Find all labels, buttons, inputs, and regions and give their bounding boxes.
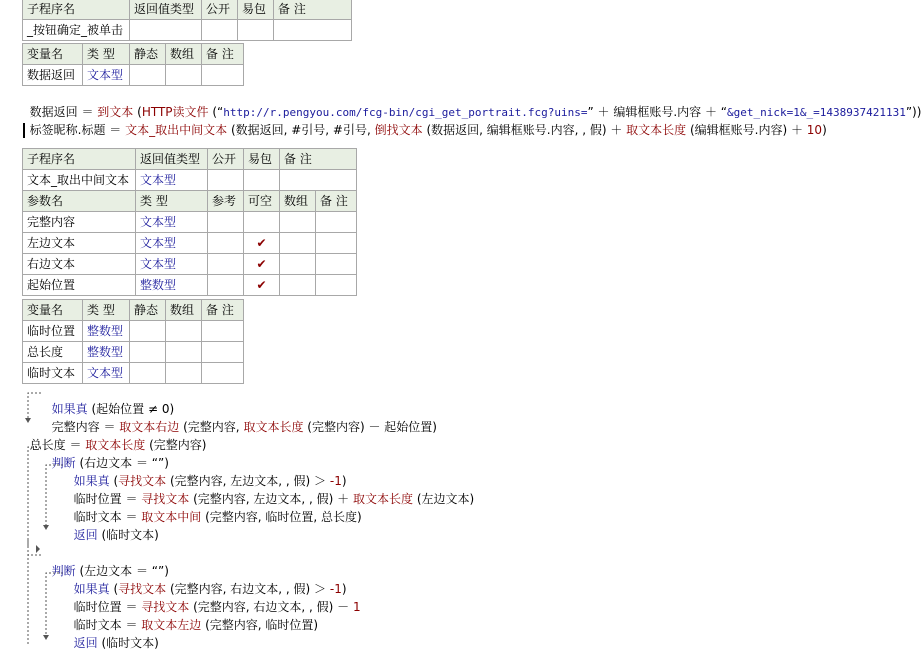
punct: ) (341, 582, 347, 596)
keyword-return: 返回 (73, 528, 98, 542)
param-ref-cell[interactable] (208, 233, 244, 254)
param-remark-cell[interactable] (316, 275, 357, 296)
expression: (起始位置 ≠ 0) (87, 402, 175, 416)
expression: (完整内容, 左边文本, , 假) ＞ (166, 474, 330, 488)
expression: (完整内容) － 起始位置) (303, 420, 437, 434)
function-call: 寻找文本 (141, 492, 190, 506)
function-call: 文本_取出中间文本 (125, 123, 228, 137)
var-table-2 (22, 299, 244, 384)
function-call: 倒找文本 (374, 123, 423, 137)
var-remark-cell[interactable] (202, 65, 244, 86)
punct: ) (822, 123, 827, 137)
col-remark: 备 注 (202, 44, 244, 65)
keyword-if: 如果真 (73, 582, 110, 596)
col-type: 类 型 (83, 300, 130, 321)
expression: ” ＋ 编辑框账号.内容 ＋ “ (587, 105, 728, 119)
var-name-cell[interactable]: 临时位置 (23, 321, 83, 342)
function-call: 寻找文本 (141, 600, 190, 614)
expression: (完整内容, 右边文本, , 假) － (189, 600, 353, 614)
remark-cell[interactable] (280, 170, 357, 191)
public-cell[interactable] (202, 20, 238, 41)
param-ref-cell[interactable] (208, 212, 244, 233)
param-array-cell[interactable] (280, 275, 316, 296)
col-array: 数组 (280, 191, 316, 212)
col-reference: 参考 (208, 191, 244, 212)
punct: ( (109, 474, 119, 488)
number-literal: -1 (329, 582, 342, 596)
param-nullable-cell[interactable] (244, 212, 280, 233)
var-static-cell[interactable] (130, 342, 166, 363)
col-array: 数组 (166, 300, 202, 321)
number-literal: 10 (806, 123, 823, 137)
var-name-cell[interactable]: 临时文本 (23, 363, 83, 384)
operator: ＝ (77, 105, 98, 119)
param-remark-cell[interactable] (316, 212, 357, 233)
col-static: 静态 (130, 300, 166, 321)
var-ref: 数据返回 (29, 105, 78, 119)
col-public: 公开 (208, 149, 244, 170)
var-type-cell[interactable]: 整数型 (83, 321, 130, 342)
col-static: 静态 (130, 44, 166, 65)
keyword-return: 返回 (73, 636, 98, 650)
code-line[interactable] (22, 105, 827, 139)
sub-name-cell[interactable]: _按钮确定_被单击 (23, 20, 130, 41)
operator: ＝ (105, 123, 126, 137)
remark-cell[interactable] (274, 20, 352, 41)
col-param-name: 参数名 (23, 191, 136, 212)
col-sub-name: 子程序名 (23, 149, 136, 170)
checkmark-icon[interactable]: ✔ (244, 254, 280, 275)
checkmark-icon[interactable]: ✔ (244, 275, 280, 296)
param-type-cell[interactable]: 文本型 (136, 254, 208, 275)
expression: 总长度 ＝ (29, 438, 86, 452)
sub-table-1 (22, 0, 352, 41)
var-name-cell[interactable]: 数据返回 (23, 65, 83, 86)
function-call: HTTP读文件 (141, 105, 209, 119)
expression: (完整内容, 临时位置, 总长度) (201, 510, 362, 524)
col-type: 类 型 (83, 44, 130, 65)
number-literal: 1 (353, 600, 361, 614)
var-static-cell[interactable] (130, 321, 166, 342)
number-literal: -1 (329, 474, 342, 488)
function-call: 取文本中间 (141, 510, 202, 524)
function-call: 取文本长度 (353, 492, 414, 506)
return-type-cell[interactable]: 文本型 (136, 170, 208, 191)
col-remark: 备 注 (280, 149, 357, 170)
keyword-judge: 判断 (51, 564, 76, 578)
expression: (编辑框账号.内容) ＋ (686, 123, 807, 137)
var-type-cell[interactable]: 文本型 (83, 65, 130, 86)
var-table-1 (22, 43, 244, 86)
param-type-cell[interactable]: 文本型 (136, 212, 208, 233)
col-sub-name: 子程序名 (23, 0, 130, 20)
expression: (数据返回, 编辑框账号.内容, , 假) ＋ (422, 123, 627, 137)
punct: ( (109, 582, 119, 596)
param-type-cell[interactable]: 文本型 (136, 233, 208, 254)
col-easy-pkg: 易包 (244, 149, 280, 170)
expression: 临时文本 ＝ (73, 510, 142, 524)
expression: (临时文本) (97, 528, 159, 542)
param-ref-cell[interactable] (208, 254, 244, 275)
code-line[interactable] (66, 510, 159, 544)
code-line[interactable] (66, 618, 159, 652)
keyword-if: 如果真 (73, 474, 110, 488)
var-array-cell[interactable] (166, 65, 202, 86)
return-type-cell[interactable] (130, 20, 202, 41)
sub-name-cell[interactable]: 文本_取出中间文本 (23, 170, 136, 191)
punct: ( (133, 105, 142, 119)
expression: 完整内容 ＝ (51, 420, 120, 434)
param-array-cell[interactable] (280, 233, 316, 254)
col-remark: 备 注 (202, 300, 244, 321)
expression: (完整内容, 右边文本, , 假) ＞ (166, 582, 330, 596)
expression: (左边文本 ＝ “”) (75, 564, 169, 578)
col-return-type: 返回值类型 (136, 149, 208, 170)
var-remark-cell[interactable] (202, 363, 244, 384)
col-type: 类 型 (136, 191, 208, 212)
expression: (完整内容, (179, 420, 244, 434)
col-easy-pkg: 易包 (238, 0, 274, 20)
col-var-name: 变量名 (23, 300, 83, 321)
string-literal: &get_nick=1&_=1438937421131 (727, 106, 906, 119)
function-call: 取文本长度 (85, 438, 146, 452)
col-remark: 备 注 (274, 0, 352, 20)
col-var-name: 变量名 (23, 44, 83, 65)
var-remark-cell[interactable] (202, 321, 244, 342)
function-call: 取文本长度 (243, 420, 304, 434)
function-call: 取文本长度 (626, 123, 687, 137)
public-cell[interactable] (208, 170, 244, 191)
expression: (临时文本) (97, 636, 159, 650)
function-call: 寻找文本 (118, 474, 167, 488)
param-name-cell[interactable]: 右边文本 (23, 254, 136, 275)
col-array: 数组 (166, 44, 202, 65)
var-array-cell[interactable] (166, 342, 202, 363)
param-name-cell[interactable]: 起始位置 (23, 275, 136, 296)
punct: (“ (208, 105, 224, 119)
string-literal: http://r.pengyou.com/fcg-bin/cgi_get_portrait.fcg?uins= (223, 106, 588, 119)
param-remark-cell[interactable] (316, 254, 357, 275)
sub-table-2 (22, 148, 357, 296)
keyword-judge: 判断 (51, 456, 76, 470)
expression: (完整内容) (145, 438, 207, 452)
var-ref: 标签昵称.标题 (29, 123, 106, 137)
easy-pkg-cell[interactable] (238, 20, 274, 41)
var-array-cell[interactable] (166, 321, 202, 342)
function-call: 取文本左边 (141, 618, 202, 632)
var-remark-cell[interactable] (202, 342, 244, 363)
function-call: 寻找文本 (118, 582, 167, 596)
var-type-cell[interactable]: 整数型 (83, 342, 130, 363)
expression: (数据返回, #引号, #引号, (227, 123, 375, 137)
checkmark-icon[interactable]: ✔ (244, 233, 280, 254)
param-name-cell[interactable]: 完整内容 (23, 212, 136, 233)
col-remark: 备 注 (316, 191, 357, 212)
col-nullable: 可空 (244, 191, 280, 212)
param-type-cell[interactable]: 整数型 (136, 275, 208, 296)
expression: 临时文本 ＝ (73, 618, 142, 632)
col-return-type: 返回值类型 (130, 0, 202, 20)
function-call: 到文本 (97, 105, 134, 119)
col-public: 公开 (202, 0, 238, 20)
var-static-cell[interactable] (130, 363, 166, 384)
var-array-cell[interactable] (166, 363, 202, 384)
var-type-cell[interactable]: 文本型 (83, 363, 130, 384)
param-array-cell[interactable] (280, 212, 316, 233)
expression: 临时位置 ＝ (73, 492, 142, 506)
expression: (完整内容, 左边文本, , 假) ＋ (189, 492, 353, 506)
expression: (左边文本) (413, 492, 475, 506)
text-caret (23, 123, 25, 138)
punct: ) (341, 474, 347, 488)
punct: ”)) (905, 105, 921, 119)
function-call: 取文本右边 (119, 420, 180, 434)
param-ref-cell[interactable] (208, 275, 244, 296)
param-array-cell[interactable] (280, 254, 316, 275)
easy-pkg-cell[interactable] (244, 170, 280, 191)
expression: (右边文本 ＝ “”) (75, 456, 169, 470)
var-name-cell[interactable]: 总长度 (23, 342, 83, 363)
keyword-if: 如果真 (51, 402, 88, 416)
expression: 临时位置 ＝ (73, 600, 142, 614)
var-static-cell[interactable] (130, 65, 166, 86)
param-remark-cell[interactable] (316, 233, 357, 254)
expression: (完整内容, 临时位置) (201, 618, 319, 632)
param-name-cell[interactable]: 左边文本 (23, 233, 136, 254)
